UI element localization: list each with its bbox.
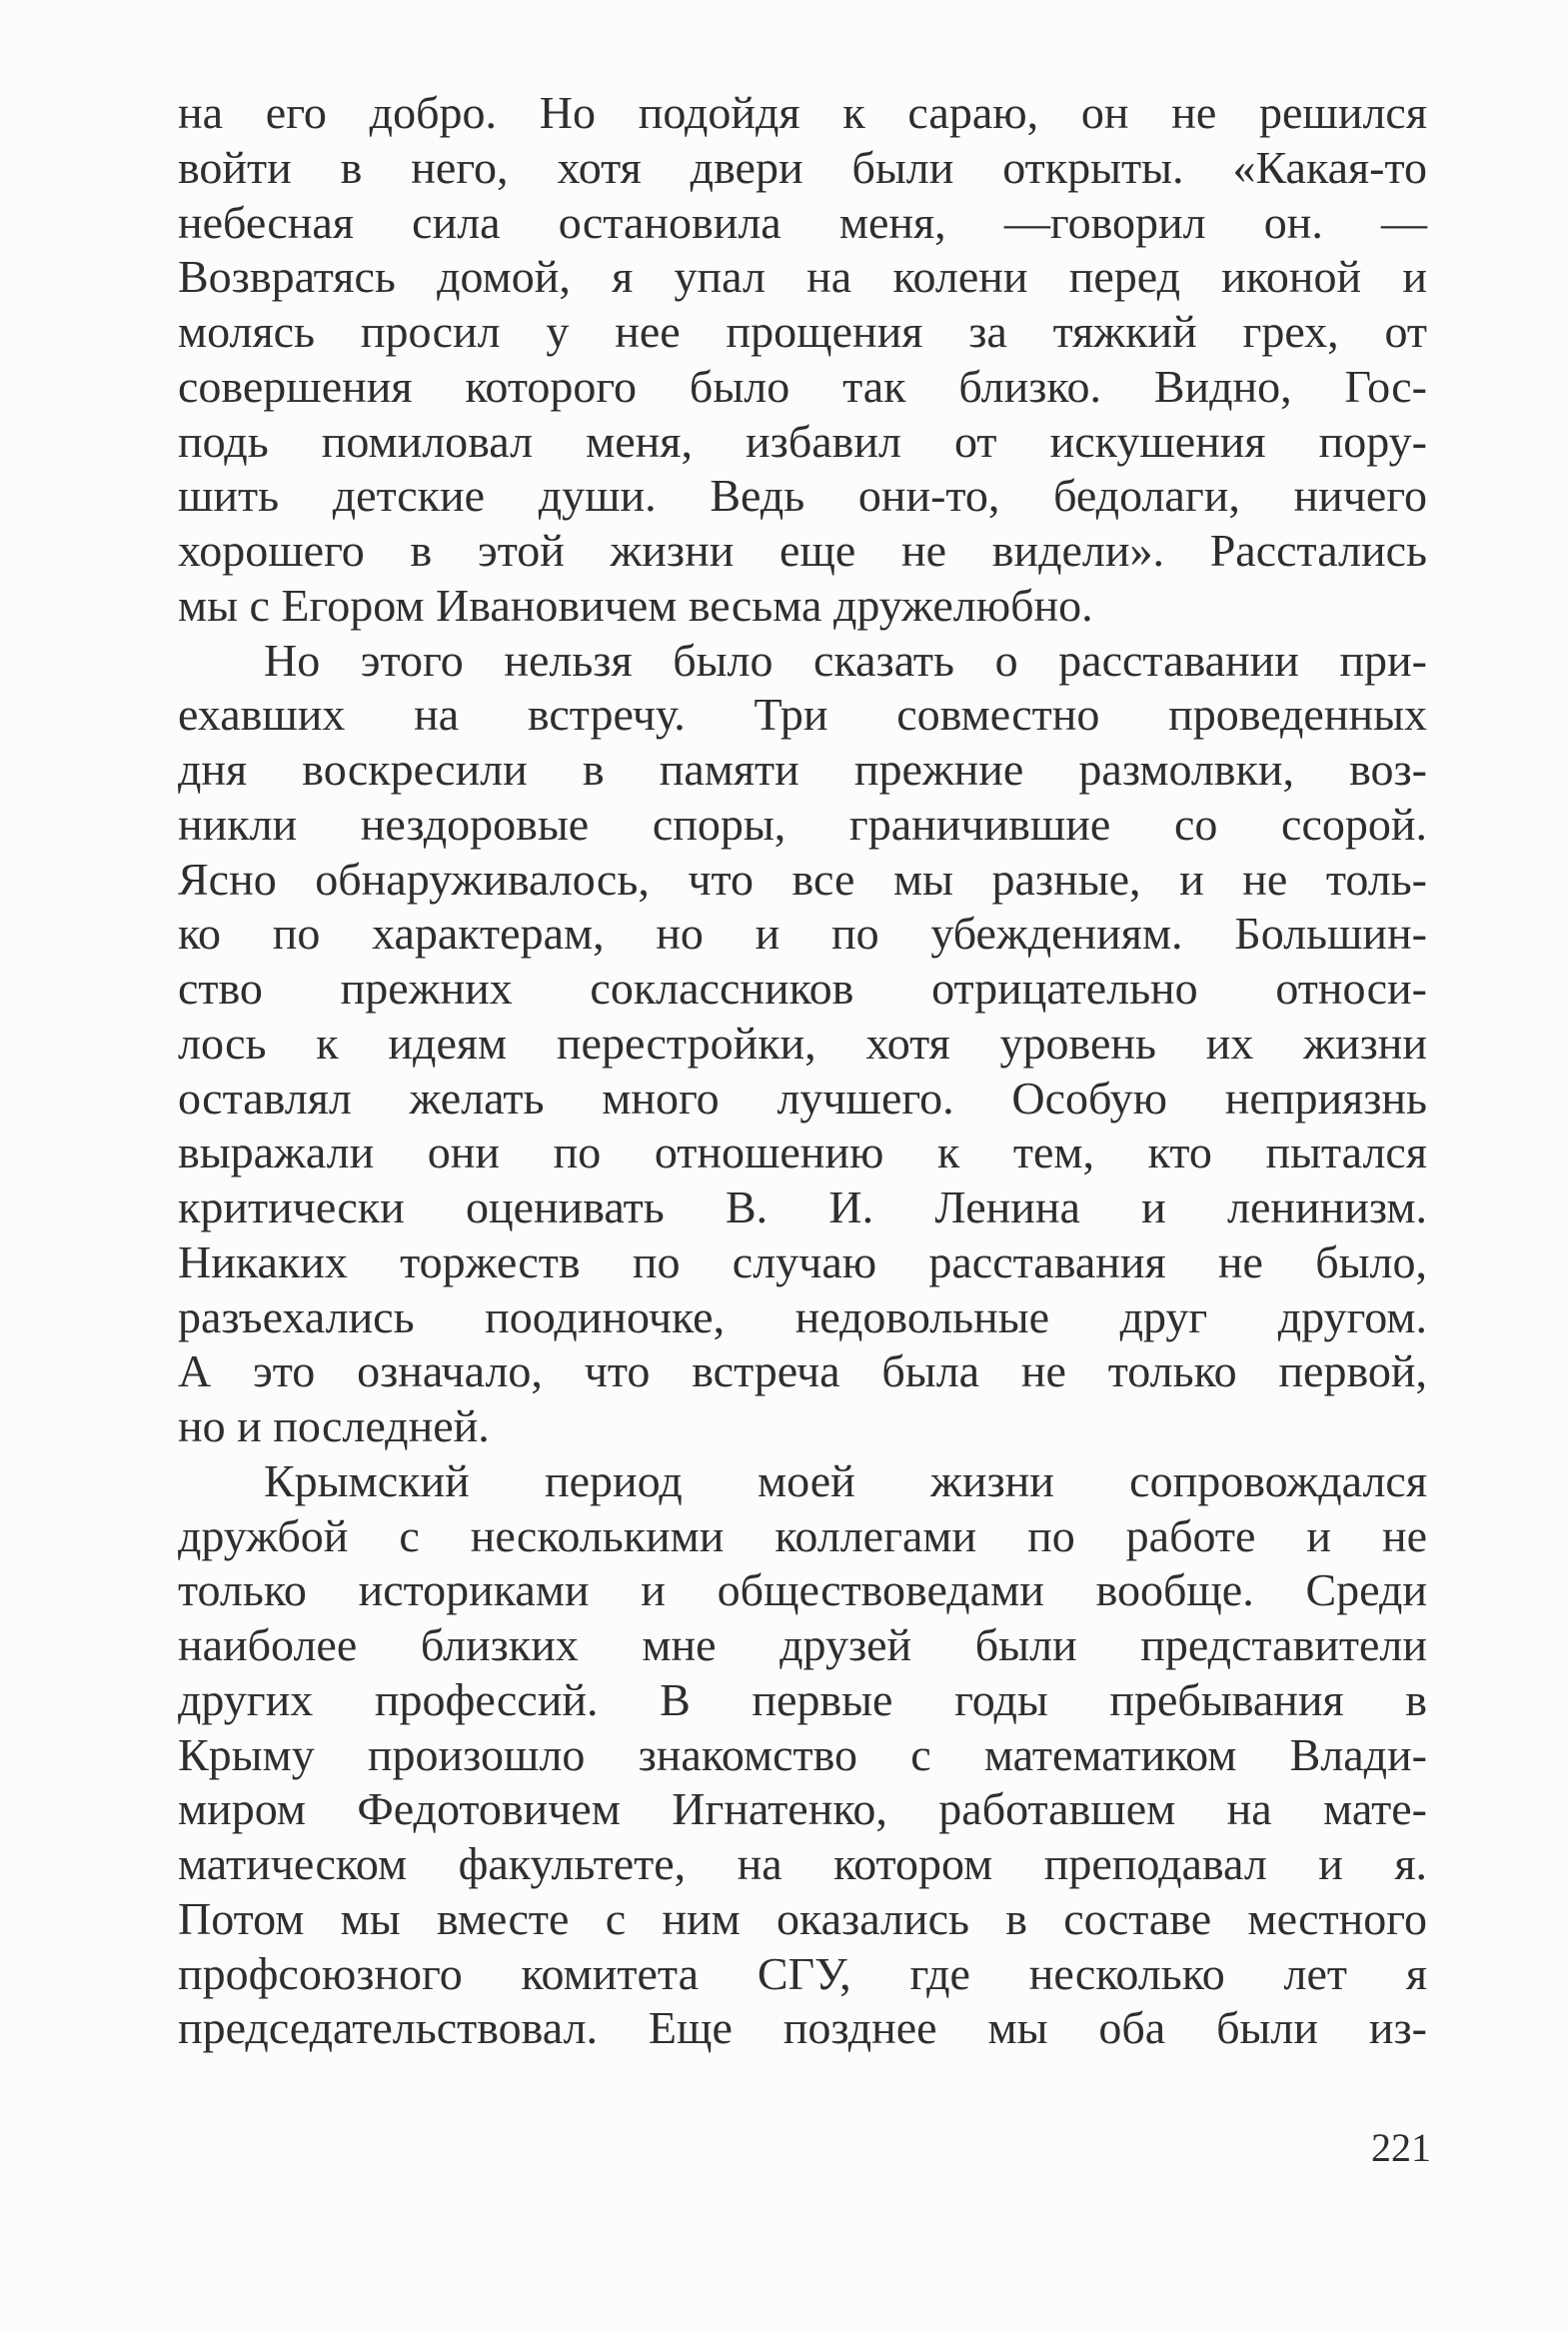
text-line: дня воскресили в памяти прежние размолвки, воз- <box>178 744 1427 795</box>
text-line: ко по характерам, но и по убеждениям. Большин- <box>178 908 1427 960</box>
text-line: других профессий. В первые годы пребывания в <box>178 1673 1427 1725</box>
paragraph-first-line: Но этого нельзя было сказать о расставании при- <box>264 634 1427 686</box>
text-line: подь помиловал меня, избавил от искушения пору- <box>178 415 1427 467</box>
text-line: мы с Егором Ивановичем весьма дружелюбно. <box>178 579 1093 631</box>
text-line: Крыму произошло знакомство с математиком Влади- <box>178 1728 1427 1780</box>
text-line: совершения которого было так близко. Видно, Гос- <box>178 360 1427 412</box>
text-line: только историками и обществоведами вообще. Среди <box>178 1564 1427 1616</box>
text-line: наиболее близких мне друзей были представители <box>178 1619 1427 1670</box>
text-line: председательствовал. Еще позднее мы оба были из- <box>178 2002 1427 2054</box>
text-line: лось к идеям перестройки, хотя уровень их жизни <box>178 1017 1427 1069</box>
text-line: молясь просил у нее прощения за тяжкий грех, от <box>178 306 1427 357</box>
paragraph-first-line: Крымский период моей жизни сопровождался <box>264 1454 1427 1506</box>
text-line: небесная сила остановила меня, —говорил он. — <box>178 196 1427 248</box>
text-line: Потом мы вместе с ним оказались в составе местного <box>178 1892 1427 1944</box>
text-line: Никаких торжеств по случаю расставания не было, <box>178 1235 1427 1287</box>
page-number: 221 <box>1371 2125 1431 2170</box>
text-line: никли нездоровые споры, граничившие со ссорой. <box>178 798 1427 850</box>
text-line: ство прежних соклассников отрицательно относи- <box>178 963 1427 1014</box>
text-line: А это означало, что встреча была не только первой, <box>178 1345 1427 1397</box>
text-line: но и последней. <box>178 1400 490 1451</box>
text-line: миром Федотовичем Игнатенко, работавшем на мате- <box>178 1783 1427 1835</box>
text-line: критически оценивать В. И. Ленина и ленинизм. <box>178 1181 1427 1232</box>
text-line: матическом факультете, на котором преподавал и я. <box>178 1838 1427 1889</box>
text-line: шить детские души. Ведь они-то, бедолаги, ничего <box>178 470 1427 522</box>
text-line: оставлял желать много лучшего. Особую неприязнь <box>178 1072 1427 1124</box>
text-line: хорошего в этой жизни еще не видели». Расстались <box>178 525 1427 576</box>
text-line: Ясно обнаруживалось, что все мы разные, и не толь- <box>178 853 1427 905</box>
text-line: профсоюзного комитета СГУ, где несколько лет я <box>178 1947 1427 1999</box>
text-line: выражали они по отношению к тем, кто пытался <box>178 1127 1427 1178</box>
page-text <box>178 86 1427 2056</box>
text-line: войти в него, хотя двери были открыты. «Какая-то <box>178 141 1427 193</box>
text-line: разъехались поодиночке, недовольные друг другом. <box>178 1290 1427 1342</box>
text-line: дружбой с несколькими коллегами по работе и не <box>178 1509 1427 1561</box>
text-line: ехавших на встречу. Три совместно проведенных <box>178 689 1427 741</box>
text-line: на его добро. Но подойдя к сараю, он не решился <box>178 87 1427 138</box>
text-line: Возвратясь домой, я упал на колени перед иконой и <box>178 251 1427 303</box>
